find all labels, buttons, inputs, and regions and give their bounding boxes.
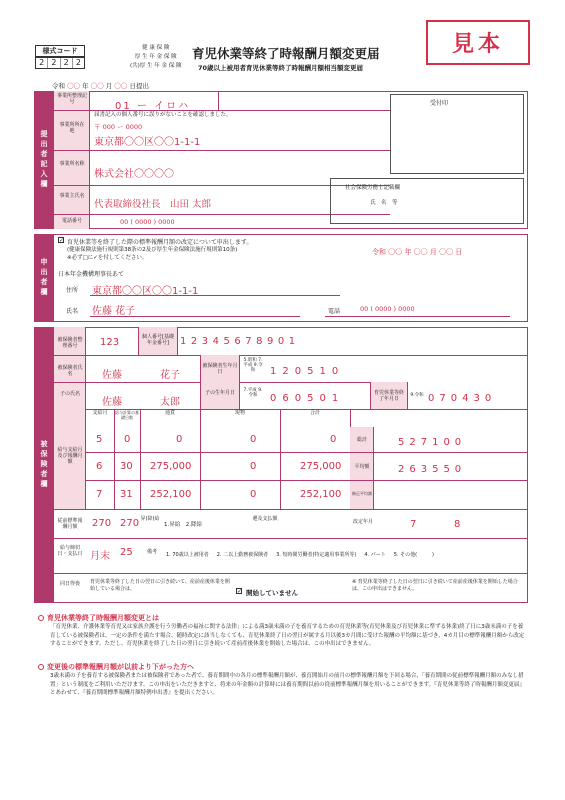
applicant-addr: 東京都〇〇区〇〇1-1-1 [92, 286, 199, 297]
date-day-unit: 日提出 [129, 82, 149, 90]
form-title: 育児休業等終了時報酬月額変更届 [192, 46, 380, 61]
birthdate-digit: 5 [307, 366, 314, 377]
my-number-digit: 0 [277, 336, 285, 347]
salary-row-goods: 0 [250, 434, 257, 445]
revise-month: 8 [454, 519, 461, 530]
child-birthdate-digit: 5 [307, 393, 314, 404]
note-options [166, 551, 526, 558]
same-day-text: 育児休業等終了した日の翌日に引き続いて、産前産後休業を開始している場合は、 [90, 579, 230, 592]
office-name-label: 事業所名称 [59, 161, 85, 167]
start-options: 1.昇給 2.降給 [164, 522, 202, 528]
salary-row-month: 7 [96, 489, 103, 500]
address-note: 届書記入の個人番号に誤りがないことを確認しました。 [94, 112, 232, 118]
sharoushi-name-label: 氏 名 等 [370, 200, 398, 206]
form-subtitle: 70歳以上被用者育児休業等終了時報酬月額相当額変更届 [198, 64, 364, 72]
goods-label: 現物 [234, 410, 245, 416]
leave-end-era: 9.令和 [410, 393, 424, 398]
leave-end-digit: 0 [428, 393, 435, 404]
phone-value: 00 ( 0000 ) 0000 [120, 218, 175, 226]
sharoushi-label: 社会保険労務士記載欄 [345, 185, 401, 191]
sum-value: 527100 [398, 437, 467, 448]
insured-first-name: 花子 [160, 370, 180, 381]
office-name-value: 株式会社〇〇〇〇 [94, 169, 174, 180]
circle-bullet-icon [38, 615, 44, 621]
salary-row-total: 252,100 [300, 489, 342, 500]
birthdate-era: 5.昭和 7.平成 9.令和 [243, 358, 263, 374]
salary-row-total: 275,000 [300, 461, 342, 472]
leave-end-digit: 4 [462, 393, 469, 404]
avg-value: 263550 [398, 464, 467, 475]
receipt-stamp-area [390, 94, 524, 174]
pay-days-label: 給与計算の基礎日数 [115, 410, 139, 420]
applicant-check-note: ※必ず□に✓を付してください。 [67, 255, 148, 261]
insured-last-name: 佐藤 [102, 370, 122, 381]
date-day: 〇〇 [114, 82, 128, 90]
my-number-digit: 3 [201, 336, 209, 347]
salary-row-currency: 0 [176, 434, 183, 445]
salary-row-month: 6 [96, 461, 103, 472]
birthdate-label: 被保険者生年月日 [202, 363, 238, 375]
leave-end-label: 育児休業等終了年月日 [373, 390, 404, 402]
note-option: 3. 短時間労働者(特定適用事業所等) [276, 552, 357, 558]
note-option: 5. その他( ) [393, 552, 435, 558]
leave-end-digit: 3 [473, 393, 480, 404]
date-year: 〇〇 [67, 82, 81, 90]
total-label: 合計 [309, 410, 320, 416]
my-number-digit: 6 [234, 336, 241, 347]
my-number-digit: 7 [245, 336, 252, 347]
retro-label: 遡及支払額 [252, 516, 278, 522]
same-day-label: 同日得喪 [59, 581, 80, 587]
salary-row-month: 5 [96, 434, 103, 445]
note-2-title [38, 662, 194, 672]
address-label: 事業所所在地 [59, 122, 85, 134]
my-number-label: 個人番号[基礎年金番号] [142, 334, 174, 346]
note-label: 備考 [146, 549, 157, 555]
pay-month-label: 支給月 [92, 410, 108, 416]
form-code-digit: 2 [48, 58, 60, 68]
my-number-digit: 1 [180, 336, 187, 347]
salary-row-goods: 0 [250, 489, 257, 500]
child-birthdate-label: 子の生年月日 [204, 390, 235, 396]
leave-end-digit: 0 [450, 393, 458, 404]
note-2-body: 3歳未満の子を養育する被保険者または被保険者であった者で、養育期間中の各月の標準報酬月額が、養育開始月の前月の標準報酬月額を下回る場合、「養育期間の従前標準報酬月額のみなし措置」という制度をご利用いただけます。この申出をいただきますと、将来の年金額の計算時には養育期間以前の従前標準報酬月額を用いることができます。『育児休業等終了時報酬月額変更届』とあわせて、『養育期間標準報酬月額特例申出書』を提出ください。 [50, 673, 525, 697]
my-number [180, 336, 295, 347]
same-day-checkbox[interactable]: ✓ [237, 588, 243, 595]
circle-bullet-icon [38, 664, 44, 670]
revise-label: 改定年月 [352, 519, 373, 525]
receipt-label: 受付印 [430, 100, 449, 107]
sum-label: 総計 [356, 437, 367, 443]
insured-section-label: 被保険者欄 [34, 327, 54, 603]
revise-year: 7 [410, 519, 417, 530]
prev-pension: 270 [120, 518, 140, 529]
pay-day: 25 [120, 547, 133, 558]
date-year-unit: 年 [82, 82, 89, 90]
salary-row-total: 0 [330, 434, 337, 445]
salary-row-currency: 252,100 [150, 489, 192, 500]
date-month-unit: 月 [105, 82, 113, 90]
sample-stamp: 見本 [426, 20, 530, 65]
my-number-digit: 4 [212, 336, 219, 347]
leave-end-date [428, 393, 491, 404]
my-number-digit: 1 [288, 336, 296, 347]
note-1-title [38, 613, 159, 623]
owner-value: 代表取締役社長 山田 太郎 [94, 199, 212, 210]
form-code-label: 様式コード [35, 45, 85, 57]
child-birthdate-digit: 6 [282, 393, 289, 404]
salary-row-days: 0 [124, 434, 131, 445]
address-value: 東京都〇〇区〇〇1-1-1 [94, 137, 201, 148]
salary-row-days: 31 [120, 489, 133, 500]
applicant-check-sub: (健康保険法施行規則第38条の2及び厚生年金保険法施行規則第10条) [67, 247, 238, 253]
birthdate-digit: 2 [282, 366, 289, 377]
leave-end-digit: 0 [484, 393, 492, 404]
applicant-name-label: 氏名 [66, 308, 79, 315]
applicant-to: 日本年金機構理事長あて [58, 271, 125, 278]
child-birthdate-digit: 0 [270, 393, 277, 404]
child-name-label: 子の氏名 [59, 391, 80, 397]
date-era: 令和 [52, 82, 65, 90]
submitter-section-label: 提出者記入欄 [34, 91, 54, 229]
avg-label: 平均額 [354, 464, 370, 470]
prev-health: 270 [92, 518, 112, 529]
form-code-digit: 2 [61, 58, 73, 68]
birthdate-digit: 1 [319, 366, 326, 377]
applicant-name: 佐藤 花子 [92, 306, 136, 317]
salary-row-currency: 275,000 [150, 461, 192, 472]
child-last-name: 佐藤 [102, 397, 122, 408]
birthdate-digit: 0 [294, 366, 302, 377]
note-1-title-text: 育児休業等終了時報酬月額変更とは [47, 614, 159, 622]
mod-avg-label: 修正平均額 [352, 491, 372, 496]
leave-end-digit: 7 [439, 393, 446, 404]
insurance-type-list [130, 44, 182, 71]
submit-date [52, 81, 149, 90]
same-day-check-label: 開始していません [246, 589, 298, 597]
form-code-box [35, 57, 85, 69]
child-birthdate-digit: 0 [319, 393, 326, 404]
form-code-digit: 2 [75, 58, 81, 67]
child-birthdate-digit: 1 [331, 393, 339, 404]
note-option: 2. 二以上勤務被保険者 [216, 552, 269, 558]
applicant-date: 令和 〇〇 年 〇〇 月 〇〇 日 [372, 248, 463, 256]
applicant-checkbox[interactable]: ✓ [59, 237, 65, 244]
insured-name-label: 被保険者氏名 [57, 365, 83, 377]
insured-number: 123 [100, 337, 120, 348]
office-code-value: 01 ー イロハ [115, 101, 191, 112]
my-number-digit: 5 [223, 336, 230, 347]
same-day-note: ※ 育児休業等終了した日の翌日に引き続いて産前産後休業を開始した場合は、この申出はできません。 [352, 579, 518, 592]
birthdate-digit: 0 [331, 366, 339, 377]
owner-label: 事業主氏名 [59, 193, 85, 199]
my-number-digit: 8 [256, 336, 263, 347]
note-2-title-text: 変更後の標準報酬月額が以前より下がった方へ [47, 663, 194, 671]
child-birthdate [270, 393, 338, 404]
form-code-digit: 2 [36, 58, 48, 68]
submitter-label-column [54, 91, 90, 229]
prev-standard-label: 従前標準報酬月額 [57, 518, 83, 530]
insurance-type: (共)厚 生 年 金 保 険 [130, 63, 182, 69]
child-birthdate-era: 7.平成 9.令和 [243, 388, 263, 399]
applicant-check-text: 育児休業等を終了した際の標準報酬月額の改定について申出します。 [67, 239, 253, 246]
my-number-digit: 9 [267, 336, 274, 347]
applicant-addr-label: 住所 [66, 287, 79, 294]
my-number-digit: 2 [190, 336, 198, 347]
child-birthdate-digit: 0 [294, 393, 302, 404]
start-label: 昇(降)給 [140, 516, 160, 522]
note-option: 4. パート [364, 552, 386, 558]
office-code-label: 事業所整理記号 [56, 93, 87, 105]
birthdate-digit: 1 [270, 366, 277, 377]
applicant-phone: 00 ( 0000 ) 0000 [360, 305, 415, 313]
insurance-type: 健 康 保 険 [142, 45, 170, 51]
salary-rows-label: 給与支給月及び報酬月額 [57, 447, 83, 465]
note-1-body: 「育児休業、介護休業等育児又は家族介護を行う労働者の福祉に関する法律」による満3歳未満の子を養育するための育児休業等(育児休業及び育児休業に準ずる休業)終了日に3歳未満の子を養育している被保険者は、一定の条件を満たす場合、随時改定に該当しなくても、育児休業終了日の翌日が属する月以後3カ月間に受けた報酬の平均額に基づき、4カ月目の標準報酬月額から改定することができます。ただし、育児休業を終了した日の翌日に引き続いて産前産後休業を開始した場合は、この申出はできません。 [50, 624, 525, 648]
note-option: 1. 70歳以上被用者 [166, 552, 209, 558]
phone-label: 電話番号 [61, 218, 82, 224]
insurance-type: 厚 生 年 金 保 険 [134, 54, 177, 60]
salary-row-days: 30 [120, 461, 133, 472]
insured-number-label: 被保険者整理番号 [57, 337, 83, 349]
address-postal: 〒 000 ー 0000 [94, 123, 143, 131]
salary-row-goods: 0 [250, 461, 257, 472]
child-first-name: 太郎 [160, 397, 180, 408]
birthdate [270, 366, 338, 377]
pay-date-label: 給与締切日・支払日 [57, 545, 83, 557]
applicant-phone-label: 電話 [328, 308, 341, 315]
applicant-section-label: 申出者欄 [34, 234, 54, 322]
date-month: 〇〇 [90, 82, 104, 90]
currency-label: 通貨 [164, 410, 175, 416]
pay-cutoff: 月末 [90, 551, 110, 562]
